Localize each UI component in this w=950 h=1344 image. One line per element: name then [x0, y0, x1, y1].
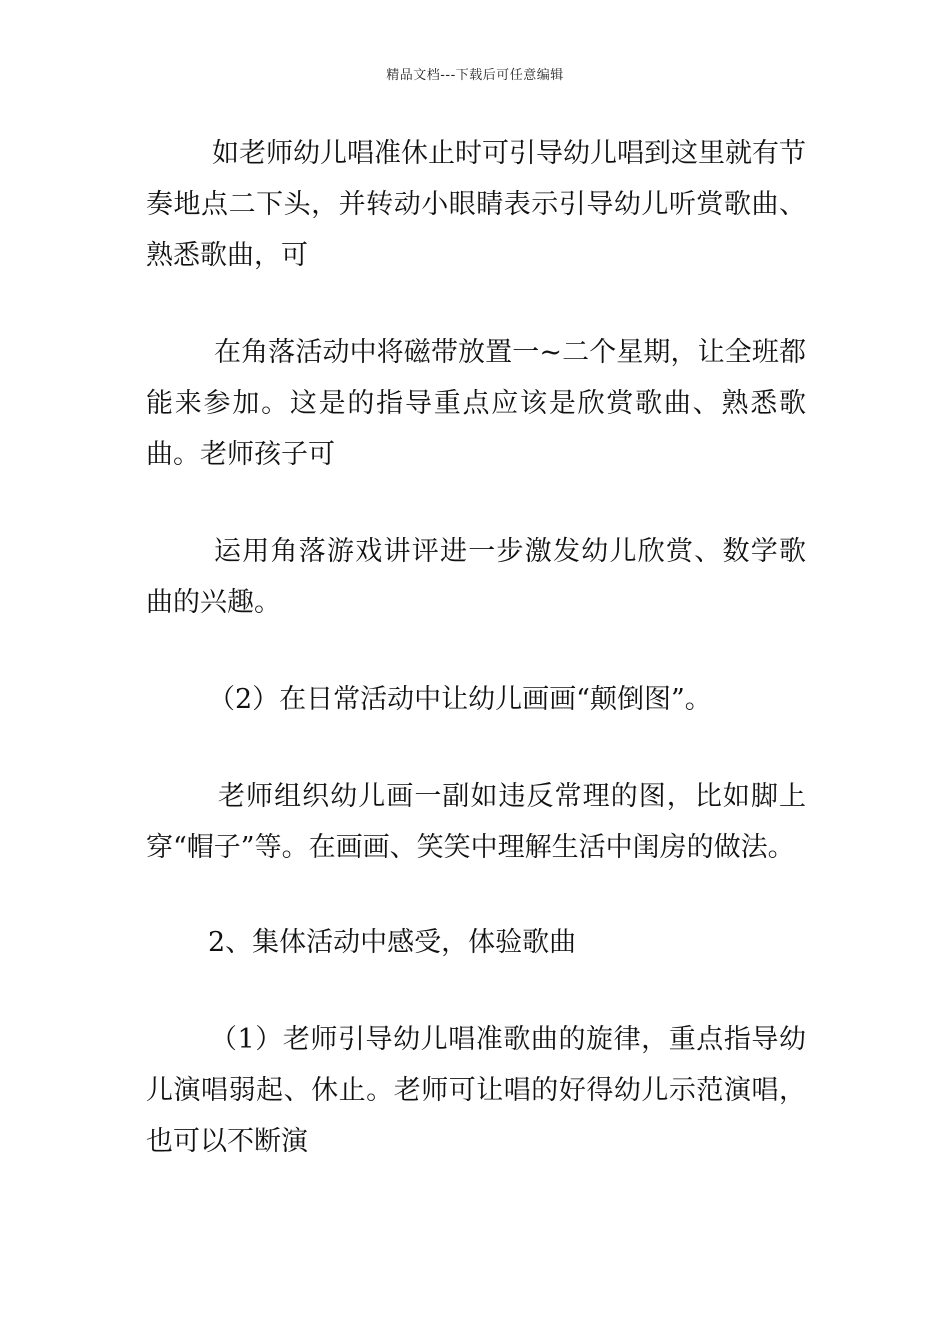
paragraph-1: 如老师幼儿唱准休止时可引导幼儿唱到这里就有节奏地点二下头，并转动小眼睛表示引导幼儿听赏歌曲、熟悉歌曲，可: [146, 138, 806, 271]
paragraph-2: 在角落活动中将磁带放置一~二个星期，让全班都能来参加。这是的指导重点应该是欣赏歌曲、熟悉歌曲。老师孩子可: [146, 337, 806, 470]
paragraph-3: 运用角落游戏讲评进一步激发幼儿欣赏、数学歌曲的兴趣。: [146, 536, 806, 618]
document-body: [146, 128, 806, 1167]
paragraph-6: （1）老师引导幼儿唱准歌曲的旋律，重点指导幼儿演唱弱起、休止。老师可让唱的好得幼儿示范演唱，也可以不断演: [146, 1024, 806, 1157]
paragraph-4: （2）在日常活动中让幼儿画画“颠倒图”。: [208, 684, 712, 715]
paragraph-5: 老师组织幼儿画一副如违反常理的图，比如脚上穿“帽子”等。在画画、笑笑中理解生活中闺房的做法。: [146, 781, 806, 863]
page-header: 精品文档---下载后可任意编辑: [386, 68, 564, 83]
section-heading: 2、集体活动中感受，体验歌曲: [208, 927, 577, 958]
